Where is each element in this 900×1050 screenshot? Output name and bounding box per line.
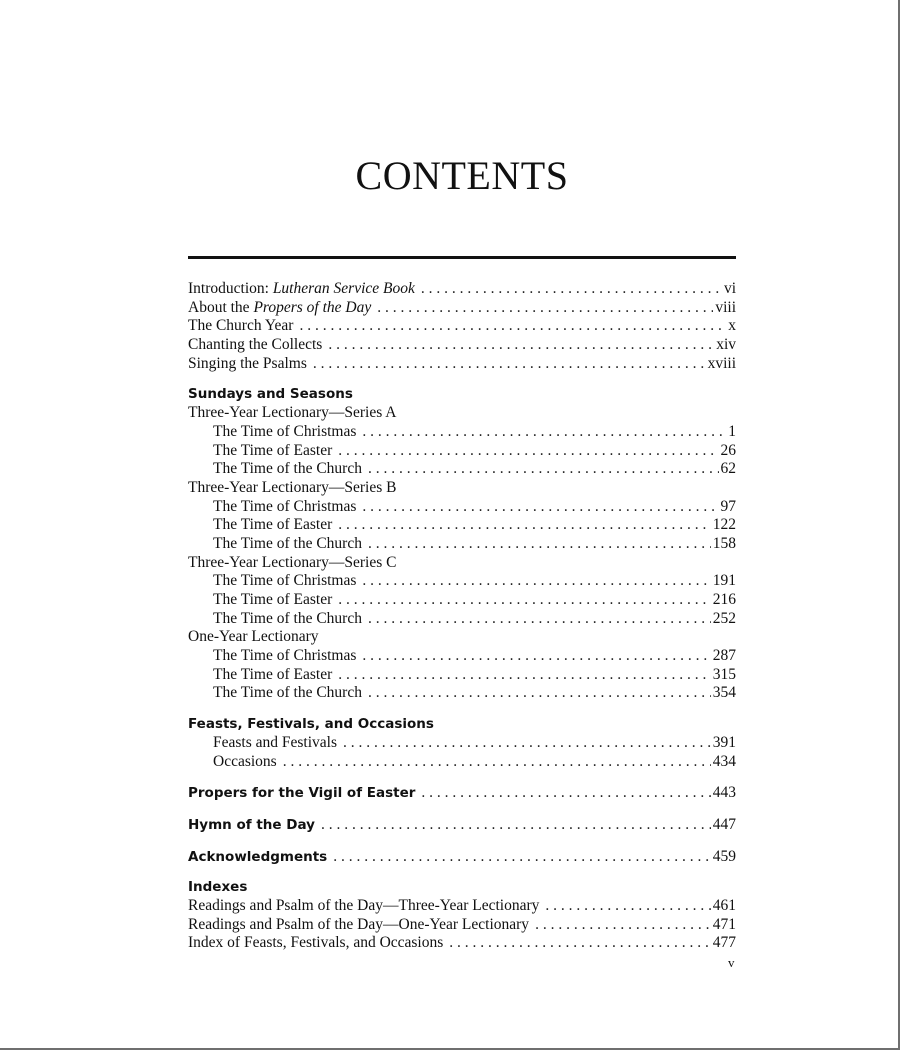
entry-label: Introduction: <box>188 280 273 297</box>
dot-leader <box>421 784 710 803</box>
toc-entry-occasions[interactable] <box>188 753 736 772</box>
entry-label: Chanting the Collects <box>188 336 323 354</box>
page-number: 26 <box>720 441 736 459</box>
page-number: 122 <box>712 516 736 534</box>
entry-label: Propers for the Vigil of Easter <box>188 785 416 802</box>
page-number: 158 <box>712 534 736 552</box>
toc-entry-c-church[interactable] <box>188 610 736 629</box>
section-heading-indexes: Indexes <box>188 879 248 896</box>
entry-label: Feasts and Festivals <box>213 733 337 751</box>
toc-entry-hymn[interactable] <box>188 816 736 835</box>
title-rule <box>188 256 736 259</box>
toc-entry-1y-christmas[interactable] <box>188 647 736 666</box>
toc-entry-a-christmas[interactable] <box>188 423 736 442</box>
toc-entry-a-church[interactable] <box>188 460 736 479</box>
toc-entry-acknowledgments[interactable] <box>188 848 736 867</box>
dot-leader <box>338 442 718 461</box>
entry-label: The Time of the Church <box>213 609 362 627</box>
entry-label: Readings and Psalm of the Day—One-Year Lectionary <box>188 915 530 933</box>
dot-leader <box>545 897 710 916</box>
toc-entry-index-three-year[interactable] <box>188 897 736 916</box>
dot-leader <box>362 423 726 442</box>
page-number: xviii <box>707 354 736 372</box>
page-number: 287 <box>712 647 736 665</box>
page-number: 1 <box>728 422 736 440</box>
subsection-series-c: Three-Year Lectionary—Series C <box>188 553 397 571</box>
page-number: 391 <box>712 733 736 751</box>
page-number: 477 <box>712 934 736 952</box>
entry-label: The Time of Easter <box>213 591 333 608</box>
page-number: 459 <box>712 847 736 865</box>
dot-leader <box>299 317 726 336</box>
folio-page-number: v <box>728 955 735 970</box>
entry-label: The Time of Christmas <box>213 572 357 590</box>
dot-leader <box>377 299 713 318</box>
dot-leader <box>338 591 711 610</box>
toc-entry-c-christmas[interactable] <box>188 572 736 591</box>
page-number: 62 <box>720 460 736 478</box>
dot-leader <box>321 816 711 835</box>
table-of-contents <box>188 280 736 953</box>
entry-label: Occasions <box>213 752 277 770</box>
dot-leader <box>368 535 711 554</box>
page-number: 447 <box>712 815 736 833</box>
toc-entry-feasts-festivals[interactable] <box>188 734 736 753</box>
entry-label: The Time of Christmas <box>213 497 357 515</box>
entry-label: The Time of Christmas <box>213 422 357 440</box>
section-heading-sundays: Sundays and Seasons <box>188 386 353 403</box>
entry-label: Readings and Psalm of the Day—Three-Year Lectionary <box>188 896 540 914</box>
page-number: 443 <box>712 784 736 802</box>
toc-entry-about-propers[interactable] <box>188 299 736 318</box>
dot-leader <box>368 610 711 629</box>
dot-leader <box>362 647 710 666</box>
page-number: xiv <box>716 336 736 354</box>
entry-label: Singing the Psalms <box>188 354 307 372</box>
toc-entry-index-feasts[interactable] <box>188 934 736 953</box>
toc-entry-c-easter[interactable] <box>188 591 736 610</box>
entry-label: Acknowledgments <box>188 848 328 865</box>
dot-leader <box>313 355 706 374</box>
entry-label: The Time of Easter <box>213 665 333 683</box>
subsection-series-a: Three-Year Lectionary—Series A <box>188 404 397 422</box>
dot-leader <box>368 460 719 479</box>
toc-entry-1y-easter[interactable] <box>188 666 736 685</box>
entry-label: The Time of Christmas <box>213 647 357 665</box>
entry-label: The Time of Easter <box>213 441 333 459</box>
dot-leader <box>283 753 711 772</box>
entry-label: About the <box>188 298 254 316</box>
entry-label: The Time of the Church <box>213 460 362 478</box>
page-number: 191 <box>712 572 736 590</box>
entry-label-italic: Lutheran Service Book <box>272 280 415 297</box>
toc-entry-b-christmas[interactable] <box>188 498 736 517</box>
toc-entry-index-one-year[interactable] <box>188 916 736 935</box>
page-number: vi <box>723 280 736 297</box>
toc-entry-church-year[interactable] <box>188 317 736 336</box>
page-number: 354 <box>712 684 736 702</box>
subsection-series-b: Three-Year Lectionary—Series B <box>188 478 397 496</box>
section-heading-feasts: Feasts, Festivals, and Occasions <box>188 716 434 733</box>
entry-label: Hymn of the Day <box>188 816 315 833</box>
entry-label: The Time of the Church <box>213 534 362 552</box>
dot-leader <box>535 916 711 935</box>
page-title: CONTENTS <box>355 153 569 198</box>
dot-leader <box>333 848 711 867</box>
page-number: 97 <box>720 497 736 515</box>
dot-leader <box>328 336 714 355</box>
dot-leader <box>449 934 710 953</box>
page-number: 434 <box>712 752 736 770</box>
page-number: 216 <box>712 591 736 608</box>
entry-label: Index of Feasts, Festivals, and Occasions <box>188 934 444 952</box>
toc-entry-vigil[interactable] <box>188 784 736 803</box>
page-number: x <box>728 317 736 335</box>
dot-leader <box>362 498 718 517</box>
dot-leader <box>338 666 711 685</box>
toc-entry-a-easter[interactable] <box>188 442 736 461</box>
toc-entry-introduction[interactable] <box>188 280 736 299</box>
page-number: 315 <box>712 665 736 683</box>
toc-entry-b-easter[interactable] <box>188 516 736 535</box>
dot-leader <box>362 572 710 591</box>
entry-label: The Time of the Church <box>213 684 362 702</box>
toc-entry-1y-church[interactable] <box>188 684 736 703</box>
dot-leader <box>421 280 722 299</box>
dot-leader <box>338 516 711 535</box>
dot-leader <box>343 734 711 753</box>
toc-entry-chanting-collects[interactable] <box>188 336 736 355</box>
page-number: 471 <box>712 915 736 933</box>
entry-label: The Church Year <box>188 317 294 335</box>
page-number: 461 <box>712 896 736 914</box>
subsection-one-year: One-Year Lectionary <box>188 628 319 646</box>
page-number: viii <box>715 298 736 316</box>
entry-label-italic: Propers of the Day <box>253 298 372 316</box>
toc-entry-singing-psalms[interactable] <box>188 355 736 374</box>
page-number: 252 <box>712 609 736 627</box>
dot-leader <box>368 684 711 703</box>
toc-entry-b-church[interactable] <box>188 535 736 554</box>
entry-label: The Time of Easter <box>213 516 333 534</box>
